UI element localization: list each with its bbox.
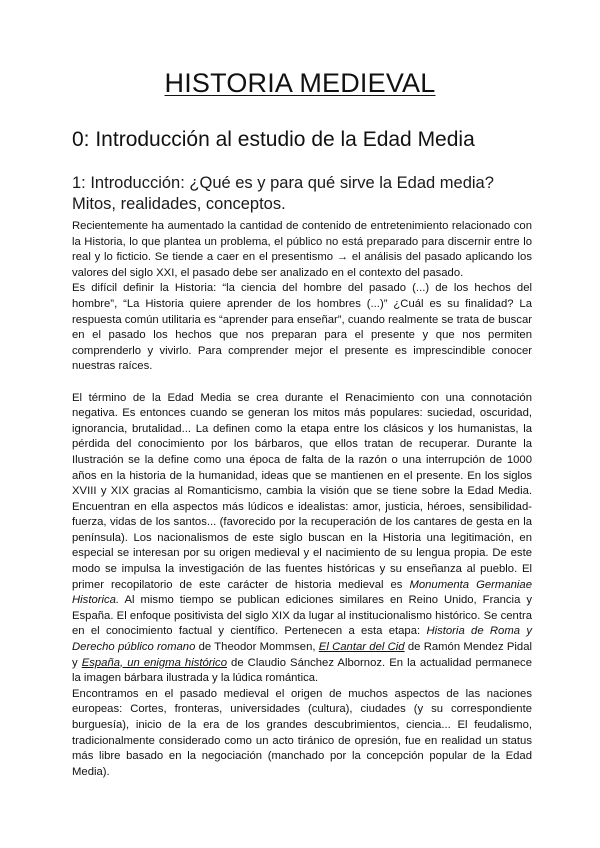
work-title-mgh: Monumenta Germaniae Historica.: [72, 578, 532, 607]
work-title-espana: España, un enigma histórico: [81, 656, 227, 669]
document-body: [72, 219, 532, 780]
document-title: HISTORIA MEDIEVAL: [164, 68, 436, 98]
paragraph-1: Recientemente ha aumentado la cantidad de contenido de entretenimiento relacionado con la Historia, lo que plantea un problema, el público no está preparado para discernir entre lo real y lo ficticio. Se tiende a caer en el presentismo → el análisis del pasado aplicando los valores del siglo XXI, el pasado debe ser analizado en el contexto del pasado.: [72, 220, 532, 279]
work-title-roma: Historia de Roma y Derecho público romano: [72, 625, 532, 654]
paragraph-3: El término de la Edad Media se crea durante el Renacimiento con una connotación negativa. Es entonces cuando se generan los mitos más populares: suciedad, oscuridad, ignorancia, brutalidad... La definen como la etapa entre los clásicos y los humanistas, la pérdida del conocimiento por los bárbaros, que ellos tratan de recuperar. Durante la Ilustración se la define como una época de falta de la razón o una interrupción de 1000 años en la historia de la humanidad, ideas que se mantienen en el presente. En los siglos XVIII y XIX gracias al Romanticismo, cambia la visión que se tiene sobre la Edad Media. Encuentran en ella aspectos más lúdicos e idealistas: amor, justicia, héroes, sensibilidad-fuerza, vidas de los santos... (favorecido por la recuperación de los cantares de gesta en la península). Los nacionalismos de este siglo buscan en la Historia una legitimación, en especial se interesan por su origen medieval y el nacimiento de su lengua propia. De este modo se impulsa la investigación de las fuentes históricas y su enseñanza al pueblo. El primer recopilatorio de este carácter de historia medieval es Monumenta Germaniae Historica. Al mismo tiempo se publican ediciones similares en Reino Unido, Francia y España. El enfoque positivista del siglo XIX da lugar al institucionalismo histórico. Se centra en el conocimiento factual y científico. Pertenecen a esta etapa: Historia de Roma y Derecho público romano de Theodor Mommsen, El Cantar del Cid de Ramón Mendez Pidal y España, un enigma histórico de Claudio Sánchez Albornoz. En la actualidad permanece la imagen bárbara ilustrada y la lúdica romántica.: [72, 391, 532, 685]
chapter-heading: 0: Introducción al estudio de la Edad Media: [72, 128, 475, 151]
paragraph-2: Es difícil definir la Historia: “la ciencia del hombre del pasado (...) de los hechos del hombre”, “La Historia quiere aprender de los hombres (...)” ¿Cuál es su finalidad? La respuesta común utilitaria es “aprender para enseñar”, cuando realmente se trata de buscar en el pasado los hechos que nos preparan para el presente y que nos permiten comprenderlo y vivirlo. Para comprender mejor el presente es imprescindible conocer nuestras raíces.: [72, 282, 532, 373]
paragraph-4: Encontramos en el pasado medieval el origen de muchos aspectos de las naciones europeas: Cortes, fronteras, universidades (cultura), ciudades (y su correspondiente burguesía), inicio de la era de los grandes descubrimientos, ciencia... El feudalismo, tradicionalmente considerado como un acto tiránico de opresión, fue en realidad un status más libre basado en la negociación (manchado por la concepción popular de la Edad Media).: [72, 687, 532, 778]
work-title-cid: El Cantar del Cid: [318, 641, 405, 654]
section-heading: 1: Introducción: ¿Qué es y para qué sirve la Edad media? Mitos, realidades, conceptos.: [72, 174, 494, 213]
